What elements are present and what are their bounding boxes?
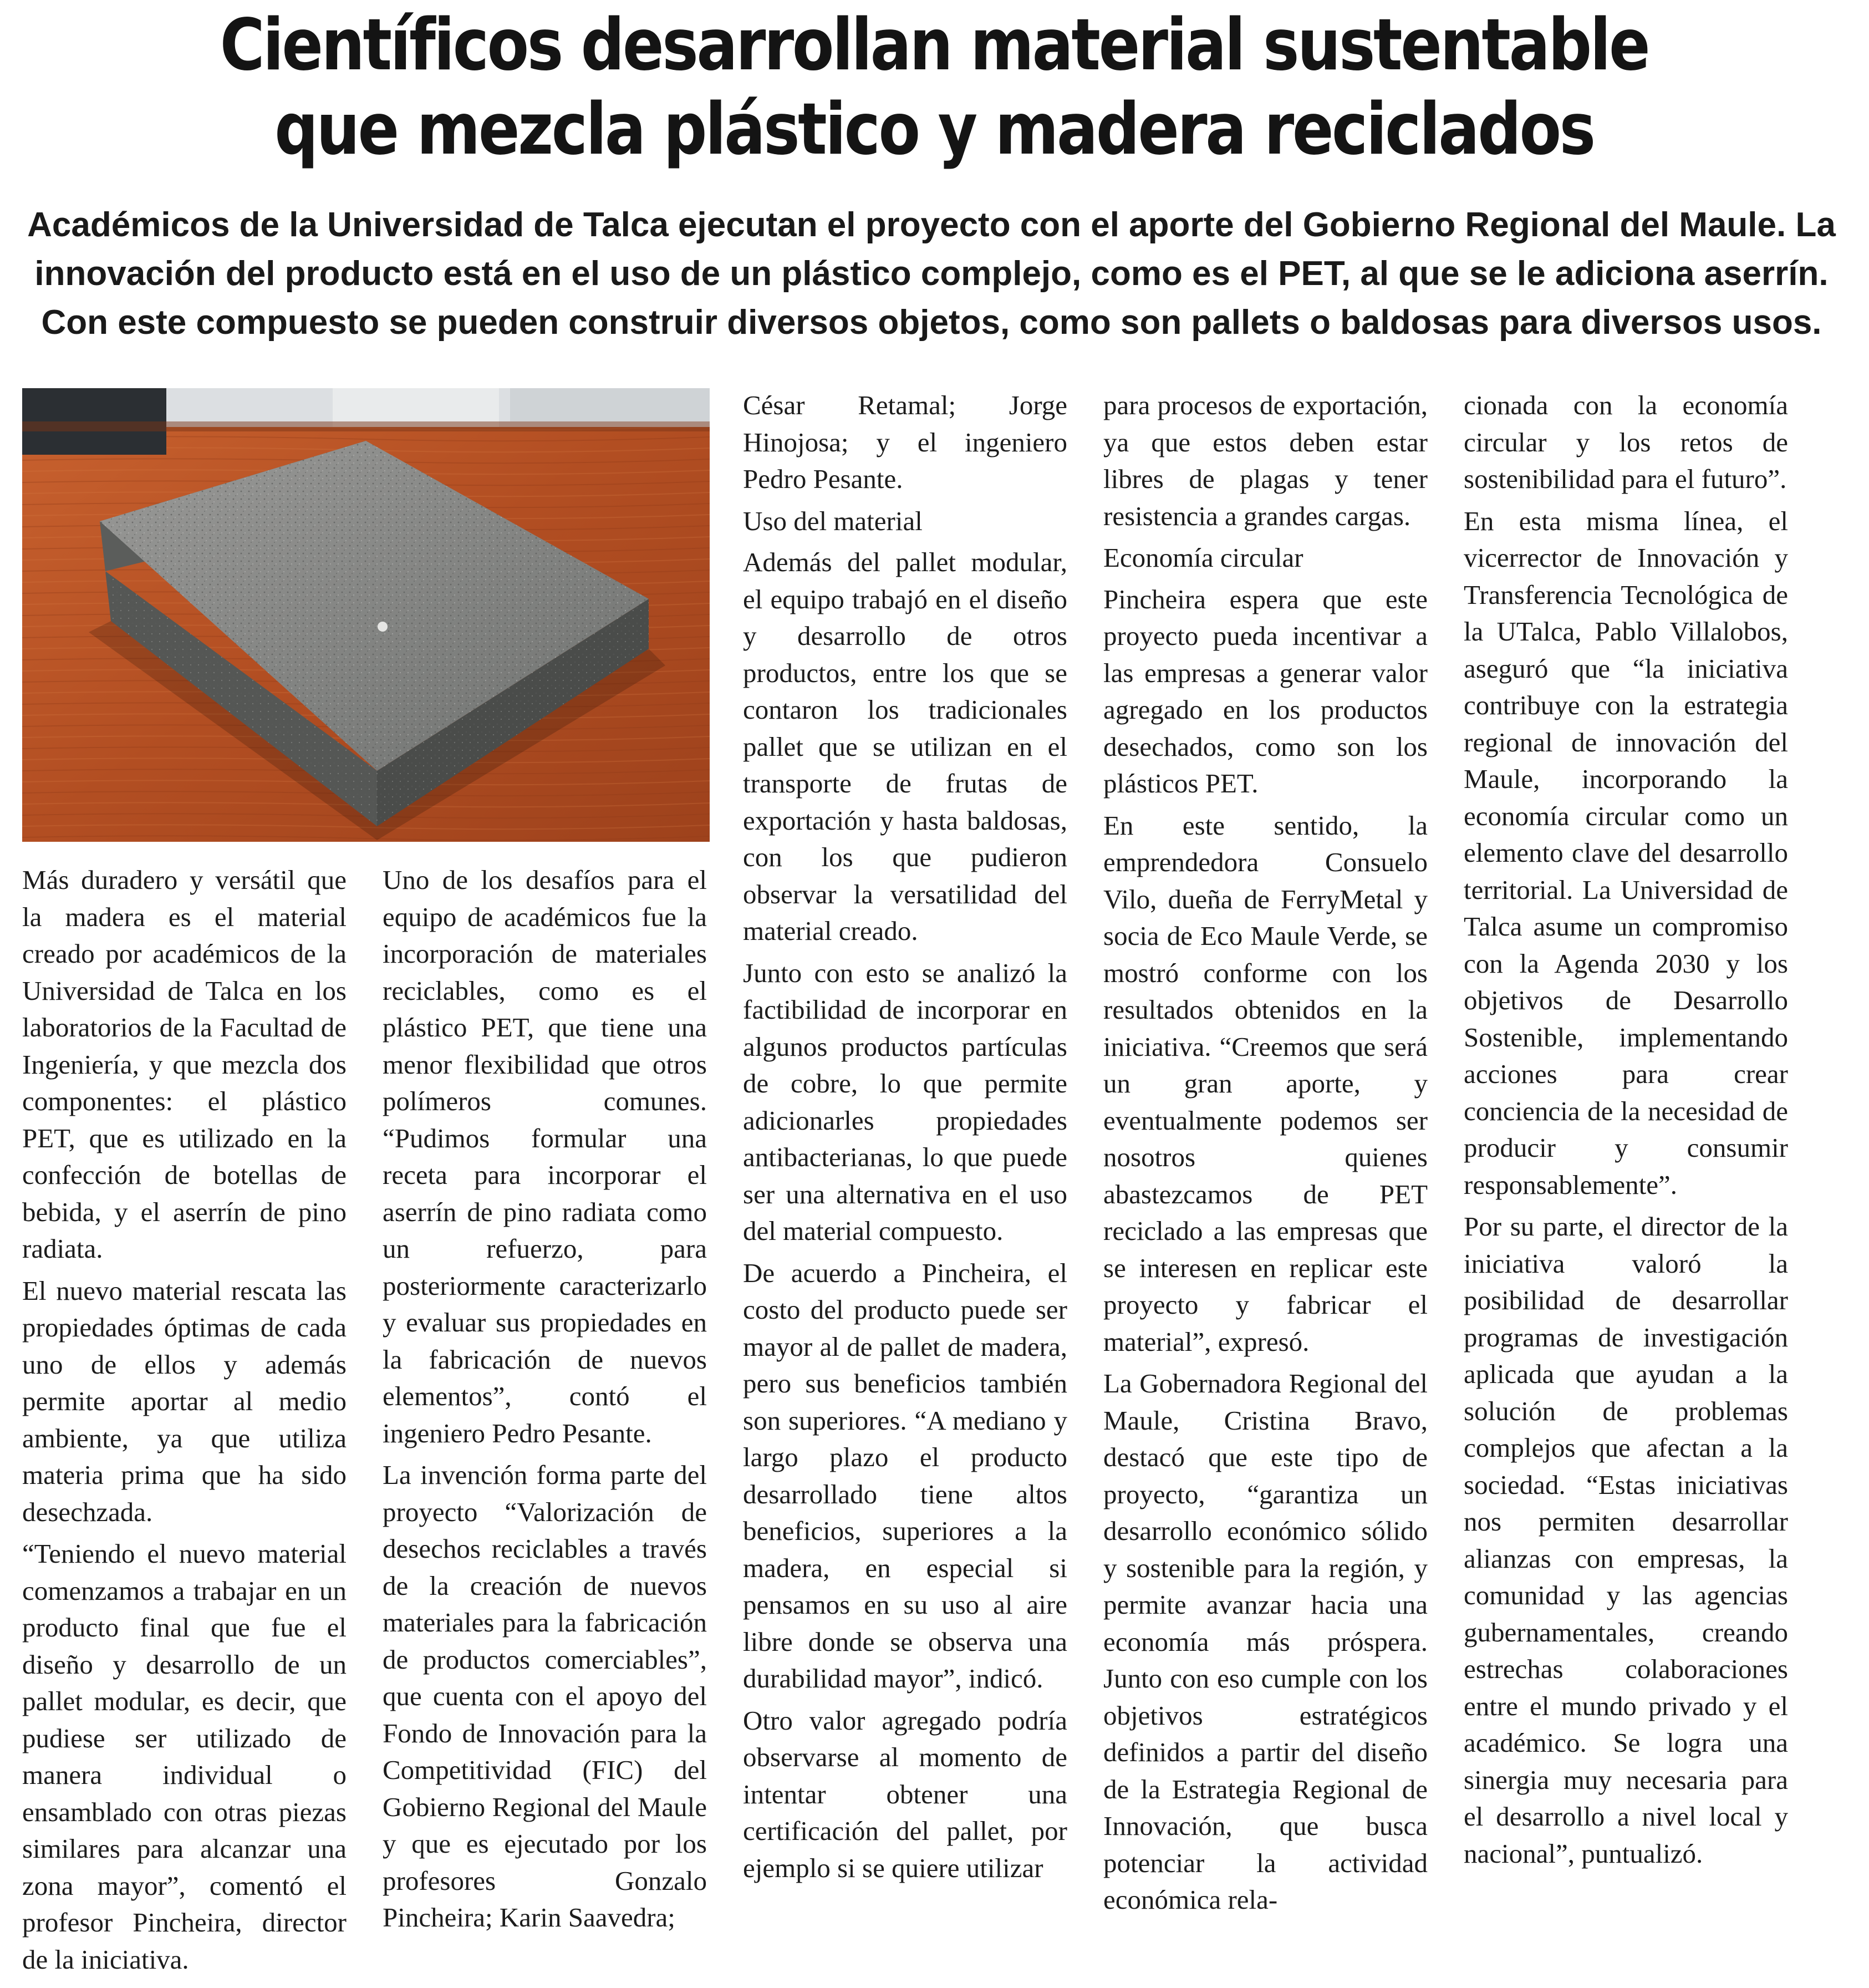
col5-paragraph-1: cionada con la economía circular y los retos de sostenibilidad para el futuro”. (1464, 390, 1788, 494)
column-4 (1103, 387, 1428, 1924)
column-5 (1464, 387, 1788, 1877)
col2-paragraph-1: Uno de los desafíos para el equipo de académicos fue la incorporación de materiales reciclables, como es el plástico PET, que tiene una menor flexibilidad que otros polímeros comunes. “Pudimos formular una receta para incorporar el aserrín de pino radiata como un refuerzo, para posteriormente caracterizarlo y evaluar sus propiedades en la fabricación de nuevos elementos”, contó el ingeniero Pedro Pesante. (383, 865, 707, 1448)
col4-paragraph-4: La Gobernadora Regional del Maule, Cristina Bravo, destacó que este tipo de proyecto, “garantiza un desarrollo económico sólido y sostenible para la región, y permite avanzar hacia una economía más próspera. Junto con eso cumple con los objetivos estratégicos definidos a partir del diseño de la Estrategia Regional de Innovación, que busca potenciar la actividad económica rela- (1103, 1368, 1428, 1915)
photo-illustration (22, 388, 710, 842)
col3-paragraph-5: Otro valor agregado podría observarse al momento de intentar obtener una certificación del pallet, por ejemplo si se quiere utilizar (743, 1705, 1067, 1883)
column-1 (22, 862, 347, 1983)
column-2 (383, 862, 707, 1941)
col3-paragraph-2: Además del pallet modular, el equipo trabajó en el diseño y desarrollo de otros productos, entre los que se contaron los tradicionales pallet que se utilizan en el transporte de frutas de exportación y hasta baldosas, con los que pudieron observar la versatilidad del material creado. (743, 547, 1067, 946)
col5-paragraph-2: En esta misma línea, el vicerrector de Innovación y Transferencia Tecnológica de la UTalca, Pablo Villalobos, aseguró que “la iniciativa contribuye con la estrategia regional de innovación del Maule, incorporando la economía circular como un elemento clave del desarrollo territorial. La Universidad de Talca asume un compromiso con la Agenda 2030 y los objetivos de Desarrollo Sostenible, implementando acciones para crear conciencia de la necesidad de producir y consumir responsablemente”. (1464, 505, 1788, 1200)
col1-paragraph-2: El nuevo material rescata las propiedades óptimas de cada uno de ellos y además permite aportar al medio ambiente, ya que utiliza materia prima que ha sido desechzada. (22, 1275, 347, 1527)
subheading-uso-del-material: Uso del material (743, 505, 923, 536)
col3-paragraph-1: César Retamal; Jorge Hinojosa; y el ingeniero Pedro Pesante. (743, 390, 1067, 494)
headline: Científicos desarrollan material sustentable que mezcla plástico y madera reciclados (220, 4, 1649, 171)
col2-paragraph-2: La invención forma parte del proyecto “Valorización de desechos reciclables a través de la creación de nuevos materiales para la fabricación de productos comerciables”, que cuenta con el apoyo del Fondo de Innovación para la Competitividad (FIC) del Gobierno Regional del Maule y que es ejecutado por los profesores Gonzalo Pincheira; Karin Saavedra; (383, 1460, 707, 1933)
col4-paragraph-2: Pincheira espera que este proyecto pueda incentivar a las empresas a generar valor agregado en los productos desechados, como son los plásticos PET. (1103, 583, 1428, 799)
col1-paragraph-3: “Teniendo el nuevo material comenzamos a trabajar en un producto final que fue el diseño y desarrollo de un pallet modular, es decir, que pudiese ser utilizado de manera individual o ensamblado con otras piezas similares para alcanzar una zona mayor”, comentó el profesor Pincheira, director de la iniciativa. (22, 1538, 347, 1975)
subheading-economia-circular: Economía circular (1103, 542, 1303, 573)
col3-paragraph-4: De acuerdo a Pincheira, el costo del producto puede ser mayor al de pallet de madera, pero sus beneficios también son superiores. “A mediano y largo plazo el producto desarrollado tiene altos beneficios, superiores a la madera, en especial si pensamos en su uso al aire libre donde se observa una durabilidad mayor”, indicó. (743, 1257, 1067, 1694)
col3-paragraph-3: Junto con esto se analizó la factibilidad de incorporar en algunos productos partículas de cobre, lo que permite adicionarles propiedades antibacterianas, lo que puede ser una alternativa en el uso del material compuesto. (743, 957, 1067, 1246)
composite-tile-photo-icon (22, 388, 710, 842)
col4-paragraph-1: para procesos de exportación, ya que estos deben estar libres de plagas y tener resistencia a grandes cargas. (1103, 390, 1428, 531)
col4-paragraph-3: En este sentido, la emprendedora Consuelo Vilo, dueña de FerryMetal y socia de Eco Maule Verde, se mostró conforme con los resultados obtenidos en la iniciativa. “Creemos que será un gran aporte, y eventualmente podemos ser nosotros quienes abastezcamos de PET reciclado a las empresas que se interesen en replicar este proyecto y fabricar el material”, expresó. (1103, 810, 1428, 1357)
col1-paragraph-1: Más duradero y versátil que la madera es el material creado por académicos de la Universidad de Talca en los laboratorios de la Facultad de Ingeniería, y que mezcla dos componentes: el plástico PET, que es utilizado en la confección de botellas de bebida, y el aserrín de pino radiata. (22, 865, 347, 1264)
deck-summary: Académicos de la Universidad de Talca ejecutan el proyecto con el aporte del Gobierno Regional del Maule. La innovación del producto está en el uso de un plástico complejo, como es el PET, al que se le adiciona aserrín. Con este compuesto se pueden construir diversos objetos, como son pallets o baldosas para diversos usos. (27, 206, 1836, 342)
col5-paragraph-3: Por su parte, el director de la iniciativa valoró la posibilidad de desarrollar programas de investigación aplicada que ayudan a la solución de problemas complejos que afectan a la sociedad. “Estas iniciativas nos permiten desarrollar alianzas con empresas, la comunidad y las agencias gubernamentales, creando estrechas colaboraciones entre el mundo privado y el académico. Se logra una sinergia muy necesaria para el desarrollo a nivel local y nacional”, puntualizó. (1464, 1211, 1788, 1869)
column-3 (743, 387, 1067, 1892)
